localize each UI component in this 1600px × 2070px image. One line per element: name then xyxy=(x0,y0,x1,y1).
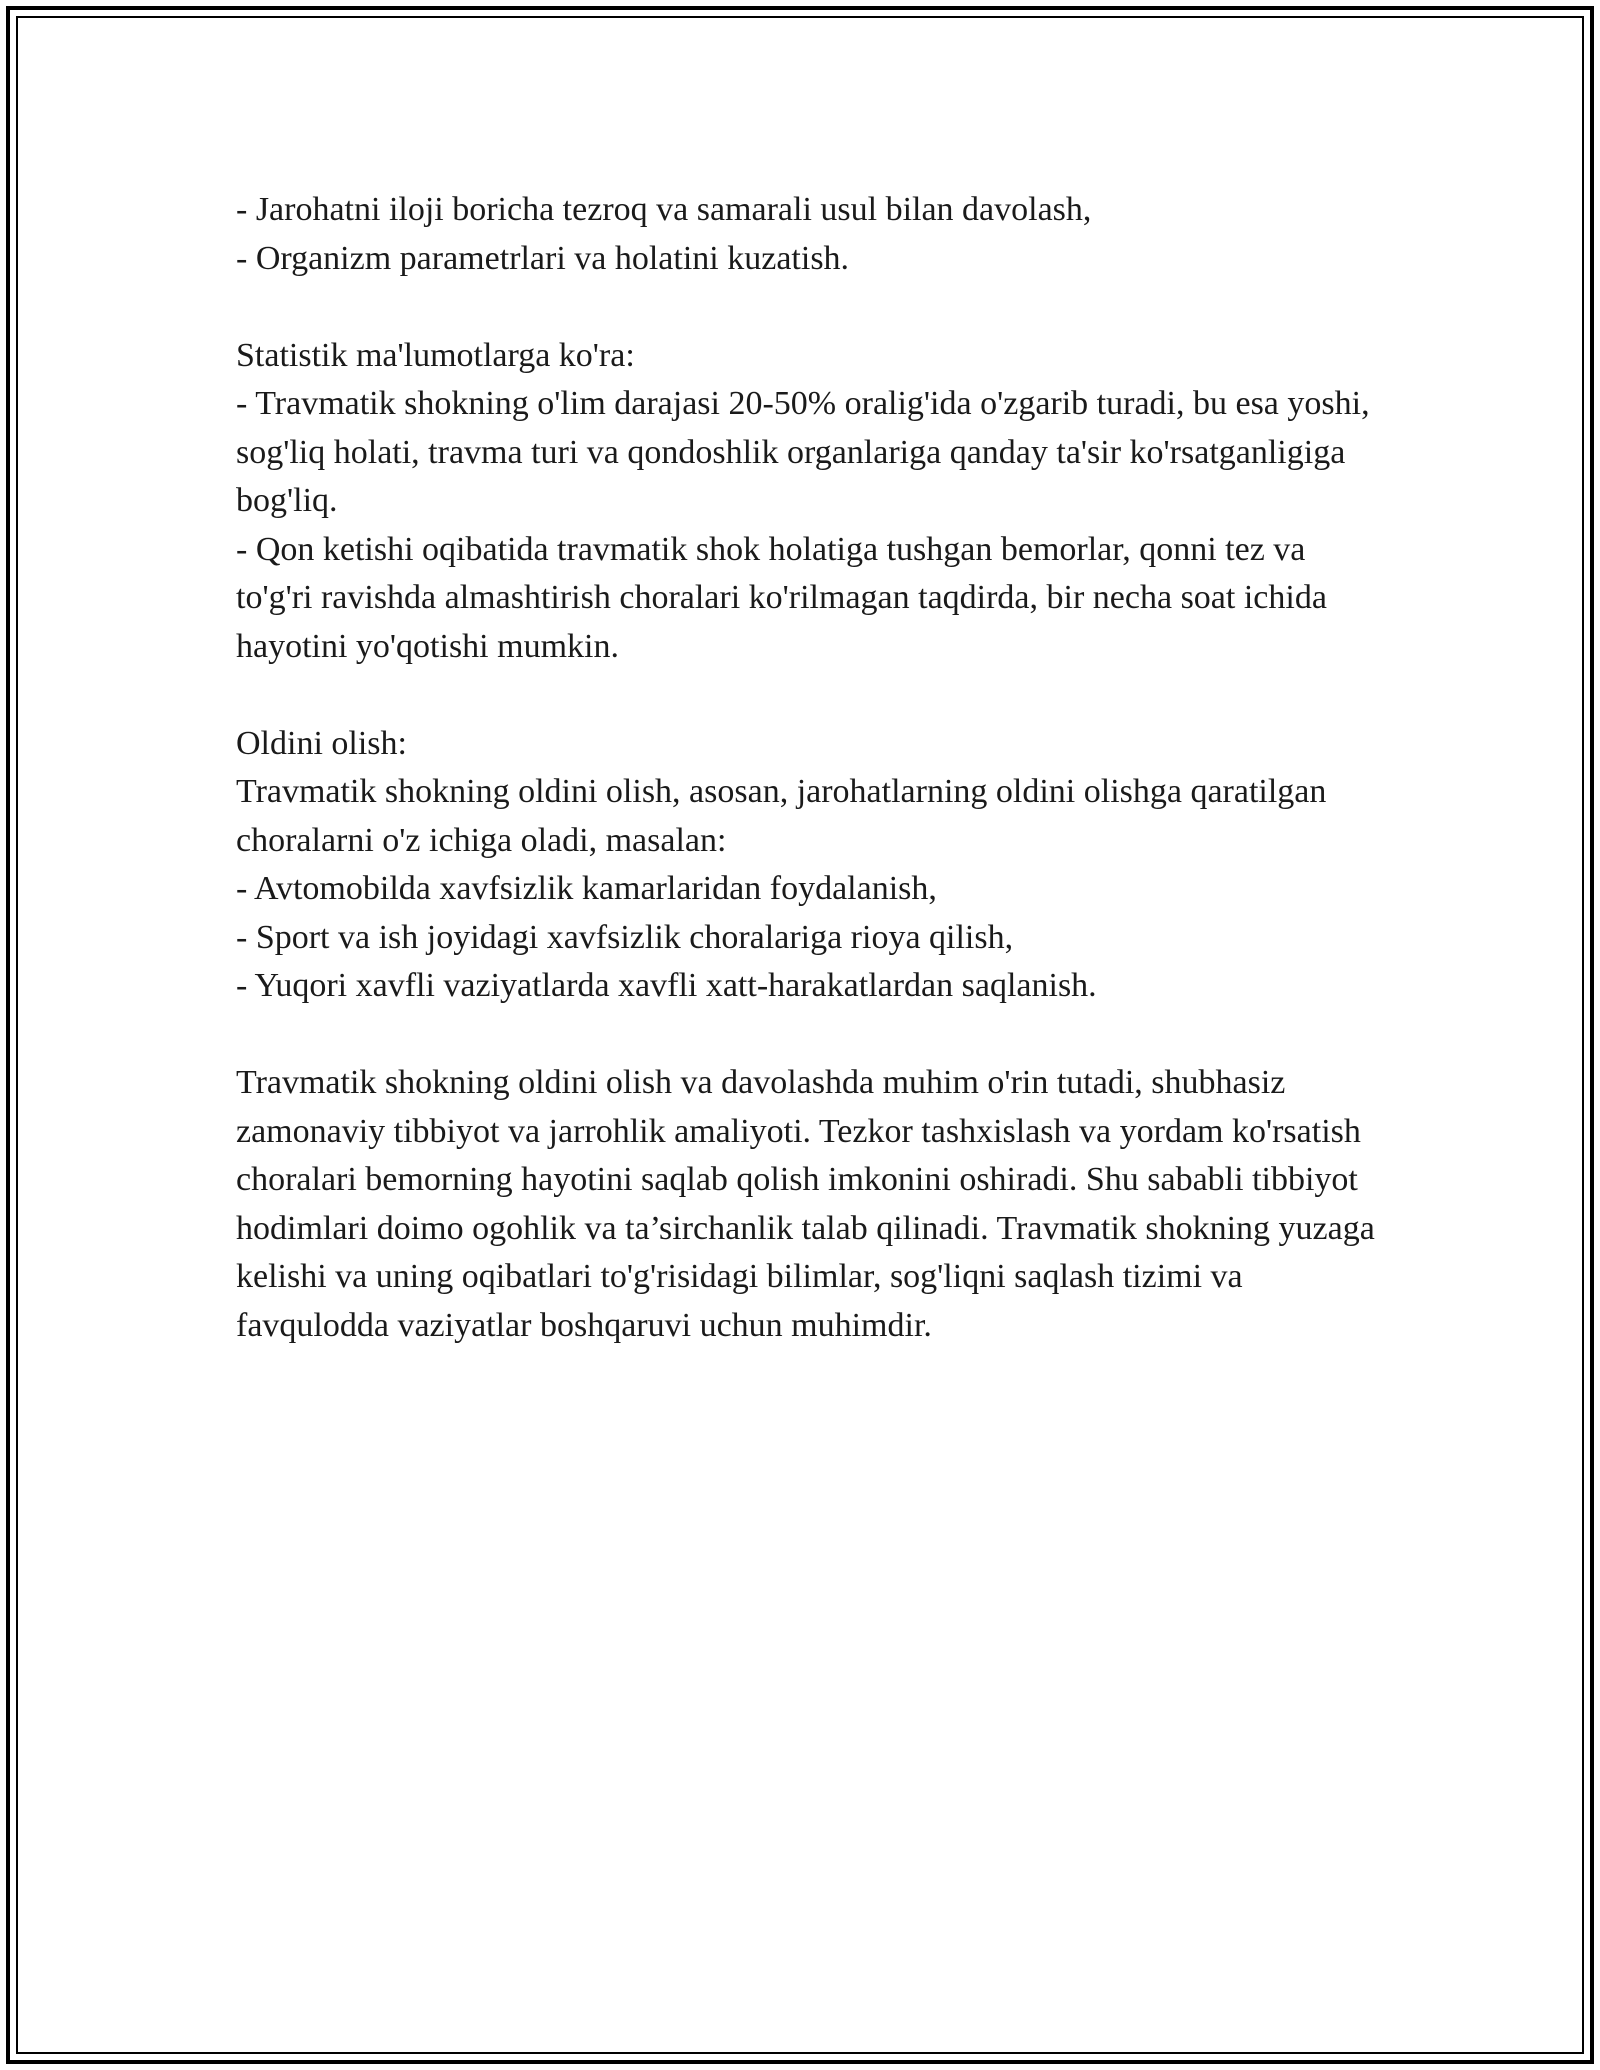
prevention-item-3: - Yuqori xavfli vaziyatlarda xavfli xatt-harakatlardan saqlanish. xyxy=(236,967,1097,1004)
conclusion-paragraph: Travmatik shokning oldini olish va davolashda muhim o'rin tutadi, shubhasiz zamonaviy tibbiyot va jarrohlik amaliyoti. Tezkor tashxislash va yordam ko'rsatish choralari bemorning hayotini saqlab qolish imkonini oshiradi. Shu sababli tibbiyot hodimlari doimo ogohlik va ta’sirchanlik talab qilinadi. Travmatik shokning yuzaga kelishi va uning oqibatlari to'g'risidagi bilimlar, sog'liqni saqlash tizimi va favqulodda vaziyatlar boshqaruvi uchun muhimdir. xyxy=(236,1064,1375,1344)
prevention-item-1: - Avtomobilda xavfsizlik kamarlaridan foydalanish, xyxy=(236,870,937,907)
statistics-item-2: - Qon ketishi oqibatida travmatik shok holatiga tushgan bemorlar, qonni tez va to'g'ri ravishda almashtirish choralari ko'rilmagan taqdirda, bir necha soat ichida hayotini yo'qotishi mumkin. xyxy=(236,530,1327,665)
treatment-item-2: - Organizm parametrlari va holatini kuzatish. xyxy=(236,239,850,277)
treatment-list xyxy=(236,186,1376,283)
prevention-item-2: - Sport va ish joyidagi xavfsizlik choralariga rioya qilish, xyxy=(236,918,1014,956)
prevention-intro: Travmatik shokning oldini olish, asosan, jarohatlarning oldini olishga qaratilgan choralarni o'z ichiga oladi, masalan: xyxy=(236,773,1327,859)
statistics-heading: Statistik ma'lumotlarga ko'ra: xyxy=(236,336,635,374)
statistics-section xyxy=(236,332,1376,672)
conclusion-section xyxy=(236,1059,1376,1350)
prevention-section xyxy=(236,720,1376,1011)
treatment-item-1: - Jarohatni iloji boricha tezroq va samarali usul bilan davolash, xyxy=(236,191,1092,228)
statistics-item-1: - Travmatik shokning o'lim darajasi 20-50% oralig'ida o'zgarib turadi, bu esa yoshi, sog'liq holati, travma turi va qondoshlik organlariga qanday ta'sir ko'rsatganligiga bog'liq. xyxy=(236,385,1370,519)
prevention-heading: Oldini olish: xyxy=(236,724,407,762)
document-body xyxy=(236,186,1376,1399)
